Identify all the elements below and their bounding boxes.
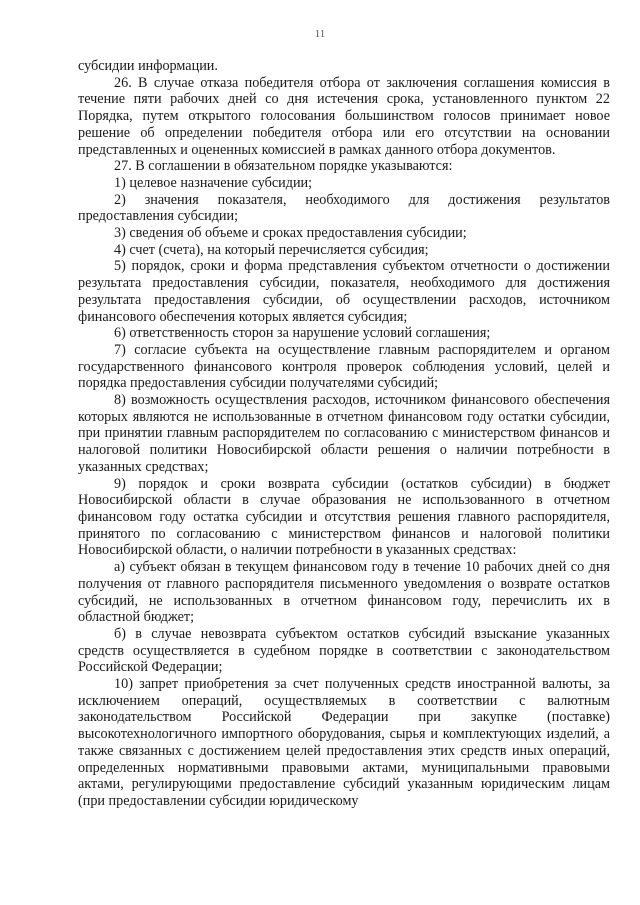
paragraph: а) субъект обязан в текущем финансовом году в течение 10 рабочих дней со дня получения от главного распорядителя письменного уведомления о возврате остатков субсидий, не использованных в отчетном финансовом году, перечислить их в областной бюджет; — [78, 559, 610, 626]
paragraph: 2) значения показателя, необходимого для достижения результатов предоставления субсидии; — [78, 191, 610, 225]
page-number: 11 — [314, 28, 326, 40]
paragraph: 8) возможность осуществления расходов, источником финансового обеспечения которых являются не использованные в отчетном финансовом году остатки субсидии, при принятии главным распорядителем по согласованию с министерством финансов и налоговой политики Новосибирской области решения о наличии потребности в указанных средствах; — [78, 392, 610, 475]
paragraph: б) в случае невозврата субъектом остатков субсидий взыскание указанных средств осуществляется в судебном порядке в соответствии с законодательством Российской Федерации; — [78, 625, 610, 676]
paragraph: 27. В соглашении в обязательном порядке указываются: — [114, 158, 453, 175]
paragraph: 6) ответственность сторон за нарушение условий соглашения; — [114, 325, 491, 342]
paragraph: 7) согласие субъекта на осуществление главным распорядителем и органом государственного финансового контроля проверок соблюдения условий, целей и порядка предоставления субсидии получателями субсидий; — [78, 341, 610, 392]
paragraph: 1) целевое назначение субсидии; — [114, 174, 313, 191]
document-body — [78, 58, 610, 810]
paragraph: 5) порядок, сроки и форма представления субъектом отчетности о достижении результата предоставления субсидии, показателя, необходимого для достижения результата предоставления субсидии, об осуществлении расходов, источником финансового обеспечения которых является субсидия; — [78, 258, 610, 325]
paragraph: 10) запрет приобретения за счет полученных средств иностранной валюты, за исключением операций, осуществляемых в соответствии с валютным законодательством Российской Федерации при закупке (поставке) высокотехнологичного импортного оборудования, сырья и комплектующих изделий, а также связанных с достижением целей предоставления этих средств иных операций, определенных нормативными правовыми актами, муниципальными правовыми актами, регулирующими предоставление субсидий указанным юридическим лицам (при предоставлении субсидии юридическому — [78, 676, 610, 809]
paragraph: субсидии информации. — [78, 58, 218, 74]
paragraph: 3) сведения об объеме и сроках предоставления субсидии; — [114, 225, 467, 242]
paragraph: 4) счет (счета), на который перечисляется субсидия; — [114, 241, 429, 258]
paragraph: 9) порядок и сроки возврата субсидии (остатков субсидии) в бюджет Новосибирской области в случае образования не использованного в отчетном финансовом году остатка субсидии и отсутствия решения главного распорядителя, принятого по согласованию с министерством финансов и налоговой политики Новосибирской области, о наличии потребности в указанных средствах: — [78, 475, 610, 559]
paragraph: 26. В случае отказа победителя отбора от заключения соглашения комиссия в течение пяти рабочих дней со дня истечения срока, установленного пунктом 22 Порядка, путем открытого голосования большинством голосов принимает новое решение об определении победителя отбора или его отсутствии на основании представленных и оцененных комиссией в рамках данного отбора документов. — [78, 74, 610, 158]
